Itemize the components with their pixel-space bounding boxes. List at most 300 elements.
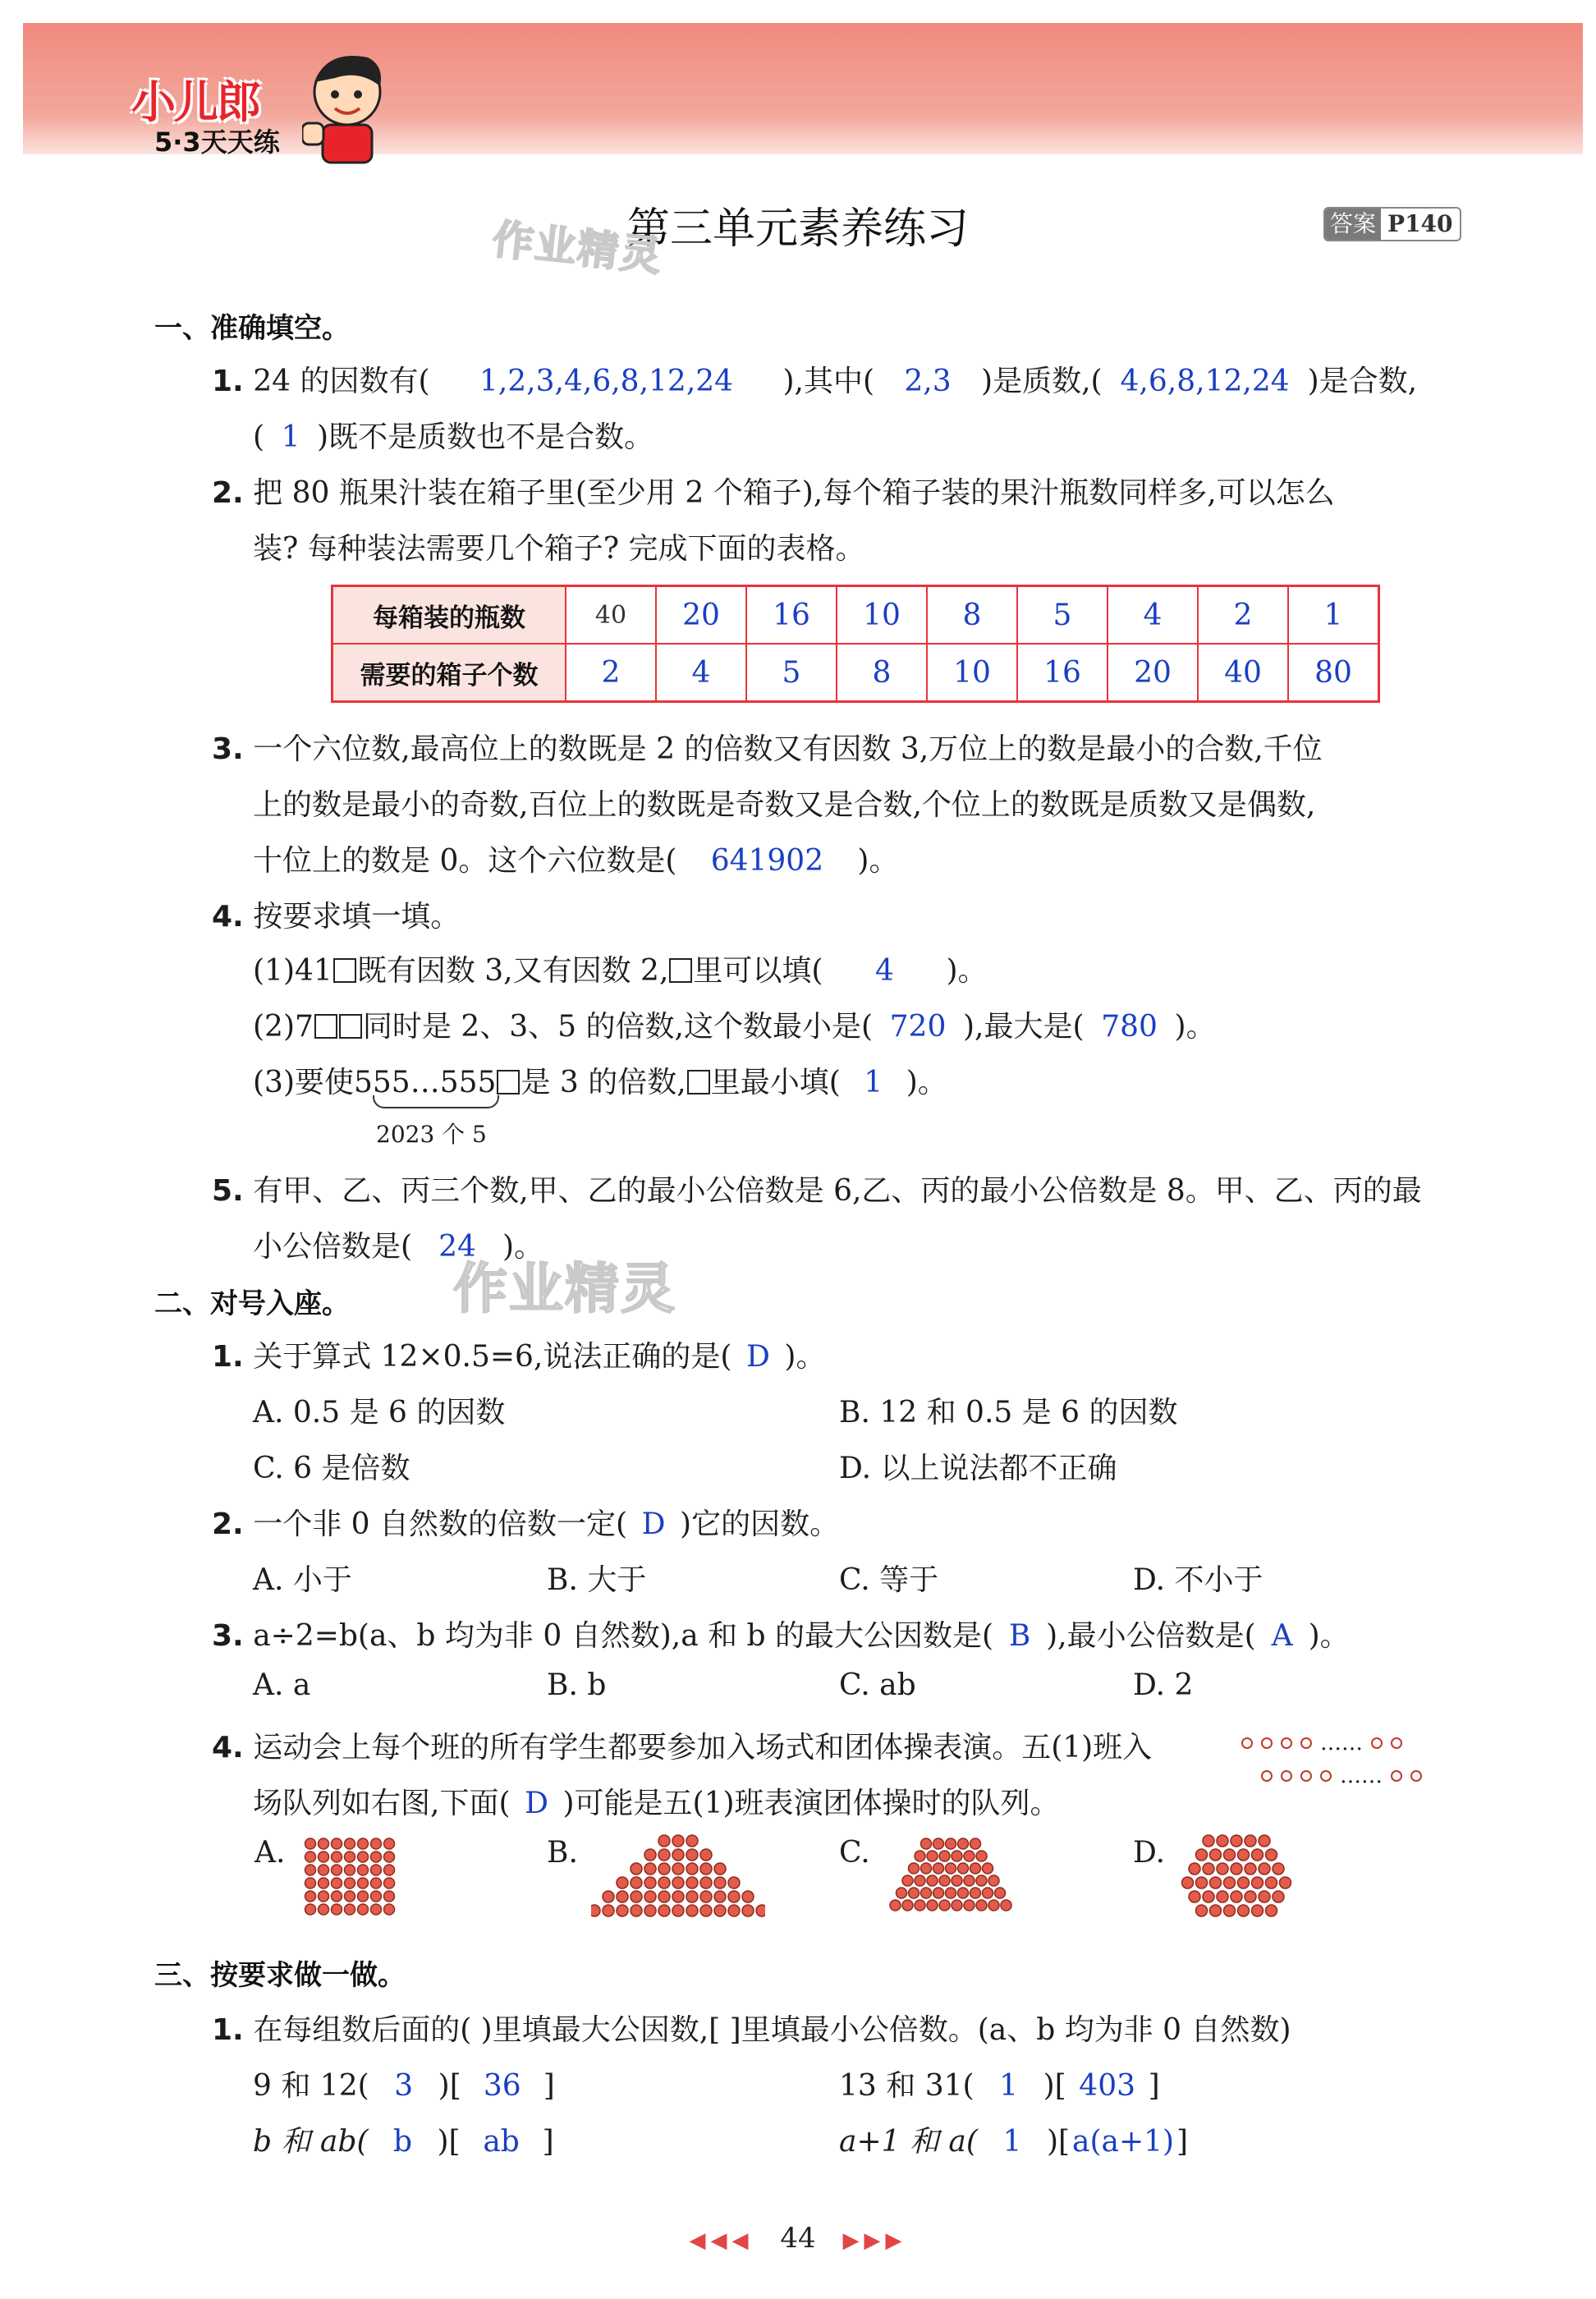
- question-text: (: [253, 420, 265, 454]
- question-text: )既不是质数也不是合数。: [317, 420, 654, 454]
- table-cell: 20: [656, 586, 746, 645]
- question-2-4-cont: [253, 1780, 1060, 1822]
- formation-dot: [631, 1905, 642, 1916]
- next-arrows-icon: ▶▶▶: [842, 2228, 907, 2253]
- section-title: 二、对号入座。: [154, 1287, 350, 1320]
- formation-dot: [970, 1888, 981, 1898]
- question-text: 把 80 瓶果汁装在箱子里(至少用 2 个箱子),每个箱子装的果汁瓶数同样多,可以怎么: [253, 476, 1335, 510]
- table-cell: 8: [927, 586, 1017, 645]
- answer-blank: 36: [483, 2069, 521, 2103]
- answer-blank: 720: [889, 1010, 947, 1044]
- question-number: 4.: [212, 1731, 244, 1764]
- formation-dot: [384, 1852, 395, 1862]
- table-row: [332, 586, 1379, 645]
- bottles-table: [331, 585, 1380, 703]
- formation-dot: [672, 1849, 684, 1861]
- formation-dot: [305, 1865, 316, 1875]
- option: A. a: [253, 1668, 311, 1702]
- question-text: b 和 ab(: [253, 2125, 369, 2159]
- question-text: 一个非 0 自然数的倍数一定(: [253, 1507, 628, 1541]
- table-cell: 4: [656, 644, 746, 702]
- formation-dot: [1196, 1877, 1208, 1888]
- formation-dot: [603, 1891, 614, 1902]
- formation-dot: [946, 1888, 956, 1898]
- formation-dot: [927, 1851, 938, 1861]
- formation-dot: [371, 1865, 382, 1875]
- option-label: C.: [839, 1836, 870, 1870]
- entry-formation-row: [1241, 1731, 1402, 1755]
- dot-icon: [1300, 1737, 1312, 1749]
- table-cell: 10: [927, 644, 1017, 702]
- formation-dot: [384, 1865, 395, 1875]
- dot-icon: [1410, 1770, 1422, 1782]
- formation-dot: [933, 1888, 944, 1898]
- formation-dot: [1224, 1849, 1236, 1861]
- question-1-3-cont: 上的数是最小的奇数,百位上的数既是奇数又是合数,个位上的数既是质数又是偶数,: [253, 788, 1316, 822]
- formation-dot: [384, 1891, 395, 1902]
- formation-dot: [384, 1904, 395, 1915]
- question-text: )是质数,(: [981, 365, 1103, 398]
- formation-dot: [714, 1905, 726, 1916]
- formation-dot: [1231, 1891, 1242, 1902]
- formation-dot: [976, 1900, 987, 1911]
- formation-dot: [672, 1835, 684, 1847]
- formation-dot: [644, 1849, 656, 1861]
- option: B. 大于: [547, 1563, 647, 1597]
- formation-dot: [644, 1891, 656, 1902]
- formation-dot: [988, 1875, 999, 1886]
- question-1-3-cont: [253, 837, 898, 879]
- option: C. 等于: [839, 1563, 939, 1597]
- question-text: )[: [437, 2125, 461, 2159]
- formation-dot: [591, 1905, 600, 1916]
- question-text: )可能是五(1)班表演团体操时的队列。: [562, 1787, 1060, 1820]
- answer-tag-page: P140: [1387, 210, 1453, 237]
- question-text: ]: [1176, 2125, 1189, 2159]
- formation-dot: [728, 1905, 740, 1916]
- question-1-4-part1: [253, 948, 988, 989]
- formation-dot: [1252, 1877, 1264, 1888]
- logo-main: 小儿郎: [131, 76, 259, 128]
- watermark: 作业精灵: [490, 215, 666, 281]
- formation-dot: [358, 1904, 369, 1915]
- formation-dot: [1196, 1849, 1208, 1861]
- table-cell: 16: [1017, 644, 1108, 702]
- answer-blank: 641902: [710, 844, 824, 878]
- formation-a: [302, 1836, 397, 1916]
- formation-dot: [631, 1891, 642, 1902]
- question-text: 里可以填(: [693, 954, 823, 988]
- page-footer: [0, 2222, 1596, 2255]
- formation-dot: [1210, 1905, 1222, 1916]
- formation-dot: [319, 1852, 329, 1862]
- answer-blank: 403: [1079, 2069, 1136, 2103]
- formation-dot: [358, 1865, 369, 1875]
- box-blank: [333, 958, 356, 983]
- question-text: ),其中(: [782, 365, 875, 398]
- option: B. b: [547, 1668, 607, 1702]
- question-text: )。: [784, 1340, 826, 1374]
- formation-dot: [658, 1891, 670, 1902]
- formation-dot: [1245, 1891, 1256, 1902]
- formation-dot: [995, 1888, 1006, 1898]
- formation-dot: [700, 1891, 712, 1902]
- table-cell: 40: [566, 586, 656, 645]
- question-text: )。: [857, 844, 899, 878]
- formation-dot: [728, 1891, 740, 1902]
- option-label: B.: [547, 1836, 578, 1870]
- question-text: )。: [946, 954, 988, 988]
- formation-dot: [933, 1838, 944, 1849]
- answer-blank: 3: [394, 2069, 414, 2103]
- option: A. 小于: [253, 1563, 352, 1597]
- dot-icon: [1281, 1737, 1292, 1749]
- question-number: 1.: [212, 2013, 244, 2047]
- question-text: )[: [1046, 2125, 1071, 2159]
- answer-blank: 4,6,8,12,24: [1120, 365, 1290, 398]
- entry-formation-row: [1261, 1764, 1422, 1788]
- question-text: ),最小公倍数是(: [1046, 1619, 1256, 1653]
- dot-icon: [1391, 1770, 1402, 1782]
- formation-dot: [371, 1852, 382, 1862]
- answer-blank: A: [1271, 1619, 1293, 1653]
- formation-dot: [384, 1878, 395, 1888]
- formation-dot: [332, 1865, 342, 1875]
- formation-dot: [902, 1875, 913, 1886]
- question-3-1: [212, 2007, 1291, 2049]
- formation-dot: [970, 1838, 981, 1849]
- formation-dot: [1231, 1863, 1242, 1875]
- answer-blank: 2,3: [904, 365, 952, 398]
- formation-dot: [345, 1865, 355, 1875]
- formation-dot: [921, 1888, 932, 1898]
- answer-tag-label: 答案: [1325, 209, 1381, 240]
- formation-dot: [686, 1877, 698, 1888]
- formation-dot: [890, 1900, 901, 1911]
- option: B. 12 和 0.5 是 6 的因数: [839, 1396, 1178, 1429]
- table-cell: 10: [837, 586, 927, 645]
- answer-blank: 1,2,3,4,6,8,12,24: [479, 365, 734, 398]
- formation-dot: [915, 1851, 925, 1861]
- formation-dot: [958, 1838, 969, 1849]
- question-text: ]: [1148, 2069, 1160, 2103]
- formation-dot: [1210, 1877, 1222, 1888]
- underbrace: [373, 1095, 499, 1108]
- page-number: 44: [780, 2222, 816, 2255]
- formation-dot: [939, 1875, 950, 1886]
- formation-dot: [305, 1838, 316, 1849]
- formation-dot: [983, 1863, 993, 1874]
- answer-blank: 1: [999, 2069, 1019, 2103]
- table-cell: 5: [1017, 586, 1108, 645]
- table-cell: 20: [1108, 644, 1198, 702]
- formation-dot: [976, 1851, 987, 1861]
- answer-blank: a(a+1): [1071, 2125, 1175, 2159]
- box-blank: [687, 1070, 710, 1094]
- formation-dot: [686, 1849, 698, 1861]
- formation-dot: [927, 1875, 938, 1886]
- question-text: (3)要使: [253, 1066, 354, 1099]
- dot-icon: [1241, 1737, 1253, 1749]
- box-blank: [339, 1014, 362, 1039]
- formation-dot: [672, 1877, 684, 1888]
- question-text: 十位上的数是 0。这个六位数是(: [253, 844, 677, 878]
- answer-blank: 780: [1101, 1010, 1158, 1044]
- question-text: 9 和 12(: [253, 2069, 369, 2103]
- question-text: ),最大是(: [963, 1010, 1085, 1044]
- formation-dot: [1273, 1891, 1284, 1902]
- question-text: 按要求填一填。: [253, 900, 461, 934]
- formation-dot: [358, 1852, 369, 1862]
- formation-dot: [617, 1891, 628, 1902]
- formation-dot: [319, 1904, 329, 1915]
- formation-dot: [319, 1865, 329, 1875]
- question-text: 运动会上每个班的所有学生都要参加入场式和团体操表演。五(1)班入: [253, 1731, 1153, 1764]
- formation-dot: [909, 1888, 920, 1898]
- option: C. ab: [839, 1668, 916, 1702]
- formation-dot: [686, 1863, 698, 1875]
- formation-dot: [658, 1863, 670, 1875]
- formation-dot: [933, 1863, 944, 1874]
- question-text: 里最小填(: [710, 1066, 841, 1099]
- formation-dot: [976, 1875, 987, 1886]
- formation-dot: [345, 1852, 355, 1862]
- formation-dot: [1266, 1877, 1277, 1888]
- option: D. 不小于: [1133, 1563, 1264, 1597]
- question-text: ]: [542, 2125, 554, 2159]
- formation-dot: [964, 1900, 975, 1911]
- formation-dot: [658, 1877, 670, 1888]
- formation-dot: [345, 1838, 355, 1849]
- formation-dot: [345, 1904, 355, 1915]
- formation-dot: [700, 1877, 712, 1888]
- formation-dot: [1196, 1905, 1208, 1916]
- dots-ellipsis: ……: [1340, 1764, 1383, 1788]
- question-text: 是 3 的倍数,: [521, 1066, 686, 1099]
- question-text: 有甲、乙、丙三个数,甲、乙的最小公倍数是 6,乙、丙的最小公倍数是 8。甲、乙、丙的最: [253, 1174, 1422, 1208]
- question-1-4: [212, 893, 460, 935]
- question-2-3: [212, 1613, 1350, 1654]
- answer-blank: B: [1008, 1619, 1031, 1653]
- formation-dot: [686, 1891, 698, 1902]
- repeated-number: 555…555: [354, 1066, 497, 1099]
- question-text: 13 和 31(: [839, 2069, 975, 2103]
- logo-sub: 5·3天天练: [154, 126, 280, 158]
- formation-dot: [686, 1905, 698, 1916]
- question-text: 同时是 2、3、5 的倍数,这个数最小是(: [362, 1010, 873, 1044]
- answer-blank: 1: [1002, 2125, 1022, 2159]
- formation-dot: [915, 1875, 925, 1886]
- formation-dot: [1203, 1835, 1214, 1847]
- option-label: D.: [1133, 1836, 1166, 1870]
- formation-dot: [672, 1863, 684, 1875]
- dot-icon: [1261, 1770, 1273, 1782]
- formation-dot: [686, 1835, 698, 1847]
- formation-dot: [1238, 1849, 1250, 1861]
- formation-dot: [983, 1888, 993, 1898]
- gcd-lcm-row: [839, 2118, 1188, 2160]
- formation-dot: [384, 1838, 395, 1849]
- question-text: 在每组数后面的( )里填最大公因数,[ ]里填最小公倍数。(a、b 均为非 0 自然数): [253, 2013, 1291, 2047]
- question-text: ]: [543, 2069, 555, 2103]
- dot-icon: [1371, 1737, 1383, 1749]
- question-text: a+1 和 a(: [839, 2125, 978, 2159]
- formation-dot: [1259, 1891, 1270, 1902]
- formation-dot: [964, 1851, 975, 1861]
- question-2-1: [212, 1333, 825, 1375]
- formation-dot: [1203, 1891, 1214, 1902]
- box-blank: [314, 1014, 337, 1039]
- formation-dot: [700, 1863, 712, 1875]
- table-cell: 8: [837, 644, 927, 702]
- formation-dot: [952, 1851, 962, 1861]
- answer-blank: D: [641, 1507, 666, 1541]
- question-number: 4.: [212, 900, 244, 934]
- formation-dot: [1217, 1863, 1228, 1875]
- formation-b: [591, 1833, 765, 1923]
- question-text: 场队列如右图,下面(: [253, 1787, 511, 1820]
- formation-dot: [756, 1905, 765, 1916]
- formation-dot: [921, 1838, 932, 1849]
- box-blank: [669, 958, 692, 983]
- formation-dot: [939, 1851, 950, 1861]
- formation-dot: [1189, 1863, 1200, 1875]
- question-1-5: [212, 1168, 1422, 1209]
- formation-dot: [714, 1891, 726, 1902]
- formation-dot: [921, 1863, 932, 1874]
- question-number: 3.: [212, 1619, 244, 1653]
- table-cell: 1: [1288, 586, 1379, 645]
- formation-dot: [358, 1891, 369, 1902]
- formation-dot: [1231, 1835, 1242, 1847]
- question-text: )[: [438, 2069, 461, 2103]
- question-text: 关于算式 12×0.5=6,说法正确的是(: [253, 1340, 732, 1374]
- formation-dot: [305, 1878, 316, 1888]
- formation-dot: [714, 1863, 726, 1875]
- formation-dot: [1203, 1863, 1214, 1875]
- formation-dot: [946, 1863, 956, 1874]
- formation-dot: [939, 1900, 950, 1911]
- formation-dot: [305, 1891, 316, 1902]
- question-text: (2)7: [253, 1010, 314, 1044]
- formation-dot: [714, 1877, 726, 1888]
- table-cell: 80: [1288, 644, 1379, 702]
- answer-blank: ab: [483, 2125, 520, 2159]
- formation-dot: [631, 1863, 642, 1875]
- question-1-4-part3: [253, 1059, 947, 1101]
- formation-dot: [1273, 1863, 1284, 1875]
- formation-dot: [728, 1877, 740, 1888]
- formation-dot: [617, 1905, 628, 1916]
- formation-dot: [319, 1891, 329, 1902]
- mascot-icon: [302, 49, 392, 164]
- formation-dot: [1280, 1877, 1291, 1888]
- formation-dot: [1210, 1849, 1222, 1861]
- formation-dot: [305, 1852, 316, 1862]
- underbrace-label: 2023 个 5: [376, 1121, 487, 1148]
- formation-dot: [371, 1838, 382, 1849]
- formation-dot: [319, 1878, 329, 1888]
- gcd-lcm-row: [253, 2063, 555, 2104]
- option: D. 2: [1133, 1668, 1194, 1702]
- formation-dot: [915, 1900, 925, 1911]
- question-number: 5.: [212, 1174, 244, 1208]
- formation-dot: [1266, 1905, 1277, 1916]
- formation-dot: [952, 1900, 962, 1911]
- question-1-2: [212, 470, 1335, 512]
- answer-blank: 1: [864, 1066, 883, 1099]
- formation-dot: [672, 1905, 684, 1916]
- formation-dot: [371, 1891, 382, 1902]
- formation-dot: [958, 1863, 969, 1874]
- table-row: [332, 644, 1379, 702]
- question-2-4: [212, 1724, 1152, 1766]
- formation-dot: [345, 1891, 355, 1902]
- formation-dot: [1224, 1905, 1236, 1916]
- table-cell: 16: [746, 586, 837, 645]
- question-1-5-cont: [253, 1223, 543, 1265]
- table-cell: 2: [1198, 586, 1288, 645]
- formation-dot: [1245, 1835, 1256, 1847]
- formation-dot: [988, 1900, 999, 1911]
- gcd-lcm-row: [839, 2063, 1160, 2104]
- formation-dot: [1259, 1863, 1270, 1875]
- formation-dot: [631, 1877, 642, 1888]
- formation-dot: [742, 1905, 754, 1916]
- formation-dot: [897, 1888, 907, 1898]
- option: C. 6 是倍数: [253, 1452, 410, 1485]
- dots-ellipsis: ……: [1320, 1731, 1363, 1755]
- answer-blank: 4: [875, 954, 894, 988]
- question-1-3: [212, 726, 1323, 768]
- formation-dot: [700, 1905, 712, 1916]
- formation-dot: [1259, 1835, 1270, 1847]
- formation-d: [1179, 1833, 1294, 1923]
- formation-dot: [644, 1863, 656, 1875]
- page-title: 第三单元素养练习: [626, 204, 969, 254]
- table-row-label: 需要的箱子个数: [332, 644, 566, 702]
- formation-dot: [371, 1904, 382, 1915]
- formation-dot: [305, 1904, 316, 1915]
- formation-dot: [964, 1875, 975, 1886]
- formation-dot: [319, 1838, 329, 1849]
- question-text: )是合数,: [1307, 365, 1418, 398]
- formation-dot: [700, 1849, 712, 1861]
- question-text: 24 的因数有(: [253, 365, 430, 398]
- answer-blank: D: [745, 1340, 770, 1374]
- formation-dot: [1217, 1835, 1228, 1847]
- table-cell: 2: [566, 644, 656, 702]
- formation-dot: [1252, 1849, 1264, 1861]
- formation-dot: [658, 1835, 670, 1847]
- question-1-1: [212, 358, 1417, 400]
- question-text: )[: [1043, 2069, 1066, 2103]
- formation-dot: [358, 1878, 369, 1888]
- formation-dot: [617, 1877, 628, 1888]
- formation-dot: [332, 1891, 342, 1902]
- formation-dot: [742, 1891, 754, 1902]
- formation-dot: [1189, 1891, 1200, 1902]
- question-text: 一个六位数,最高位上的数既是 2 的倍数又有因数 3,万位上的数是最小的合数,千位: [253, 732, 1323, 766]
- formation-dot: [1001, 1900, 1011, 1911]
- formation-dot: [902, 1900, 913, 1911]
- formation-dot: [358, 1838, 369, 1849]
- formation-c: [885, 1836, 1016, 1916]
- answer-tag: [1323, 207, 1461, 241]
- formation-dot: [332, 1904, 342, 1915]
- formation-dot: [1245, 1863, 1256, 1875]
- option-label: A.: [255, 1836, 286, 1870]
